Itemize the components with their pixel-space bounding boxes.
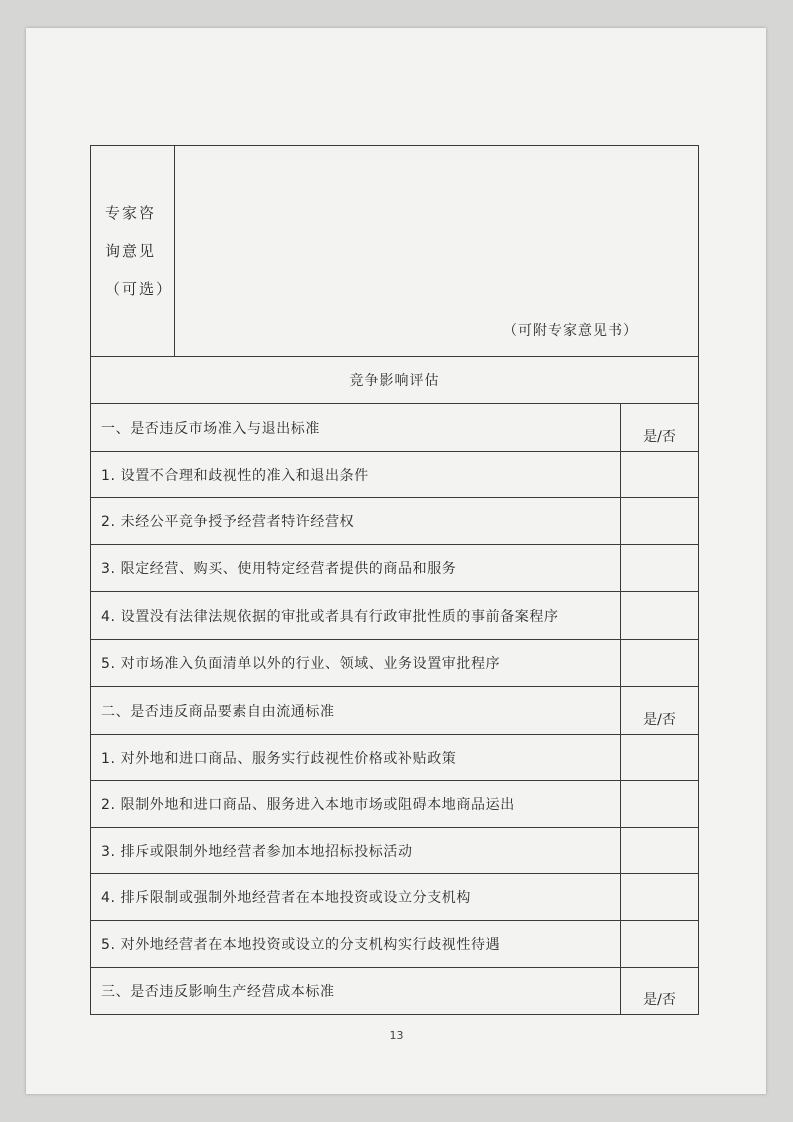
table-row [91,921,699,968]
table-row [91,545,699,592]
criterion-text: 2. 限制外地和进口商品、服务进入本地市场或阻碍本地商品运出 [91,781,621,828]
answer-cell[interactable]: 是/否 [621,687,699,735]
criterion-text: 3. 限定经营、购买、使用特定经营者提供的商品和服务 [91,545,621,592]
criterion-text: 2. 未经公平竞争授予经营者特许经营权 [91,498,621,545]
answer-cell[interactable] [621,874,699,921]
table-row [91,452,699,498]
criterion-text: 3. 排斥或限制外地经营者参加本地招标投标活动 [91,828,621,874]
expert-label [91,146,175,357]
answer-cell[interactable] [621,545,699,592]
answer-cell[interactable]: 是/否 [621,968,699,1015]
group-header-row [91,968,699,1015]
expert-label-line: 询意见 [105,242,157,260]
answer-cell[interactable] [621,828,699,874]
table-row [91,874,699,921]
expert-content-cell[interactable] [175,146,699,357]
group-header-row [91,404,699,452]
criterion-text: 5. 对外地经营者在本地投资或设立的分支机构实行歧视性待遇 [91,921,621,968]
table-row [91,735,699,781]
group-header-row [91,687,699,735]
expert-label-line: （可选） [105,280,174,298]
expert-label-line: 专家咨 [105,204,157,222]
group-header: 二、是否违反商品要素自由流通标准 [91,687,621,735]
section-title-row [91,357,699,404]
table-row [91,781,699,828]
group-header: 三、是否违反影响生产经营成本标准 [91,968,621,1015]
criterion-text: 1. 设置不合理和歧视性的准入和退出条件 [91,452,621,498]
assessment-table [90,145,699,1015]
answer-cell[interactable] [621,452,699,498]
table-row [91,640,699,687]
answer-cell[interactable] [621,498,699,545]
criterion-text: 1. 对外地和进口商品、服务实行歧视性价格或补贴政策 [91,735,621,781]
criterion-text: 4. 设置没有法律法规依据的审批或者具有行政审批性质的事前备案程序 [91,592,621,640]
section-title: 竞争影响评估 [91,357,699,404]
answer-cell[interactable] [621,592,699,640]
criterion-text: 4. 排斥限制或强制外地经营者在本地投资或设立分支机构 [91,874,621,921]
answer-cell[interactable] [621,781,699,828]
table-row [91,592,699,640]
table-row [91,828,699,874]
page-number: 13 [389,1029,404,1042]
expert-note: （可附专家意见书） [503,323,638,339]
expert-row [91,146,699,357]
answer-cell[interactable] [621,640,699,687]
table-row [91,498,699,545]
answer-cell[interactable] [621,921,699,968]
group-header: 一、是否违反市场准入与退出标准 [91,404,621,452]
answer-cell[interactable]: 是/否 [621,404,699,452]
answer-cell[interactable] [621,735,699,781]
criterion-text: 5. 对市场准入负面清单以外的行业、领域、业务设置审批程序 [91,640,621,687]
